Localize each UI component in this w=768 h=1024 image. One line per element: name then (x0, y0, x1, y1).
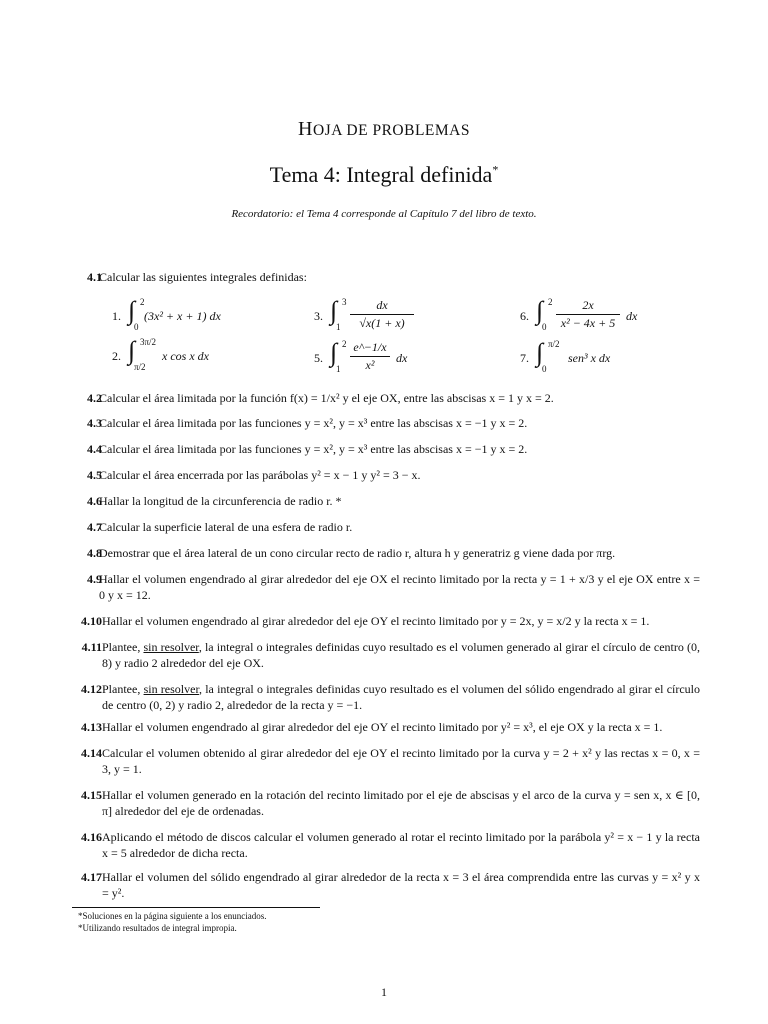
problem-4-7: 4.7 Calcular la superficie lateral de una esfera de radio r. (87, 520, 353, 534)
problem-4-5: 4.5 Calcular el área encerrada por las parábolas y² = x − 1 y y² = 3 − x. (87, 468, 421, 482)
problem-4-2: 4.2 Calcular el área limitada por la función f(x) = 1/x² y el eje OX, entre las abscisas x = 1 y x = 2. (87, 391, 554, 405)
emphasis-sin-resolver: sin resolver (143, 682, 199, 696)
problem-4-4: 4.4 Calcular el área limitada por las funciones y = x², y = x³ entre las abscisas x = −1 y x = 2. (87, 442, 528, 456)
problem-4-6: 4.6 Hallar la longitud de la circunferencia de radio r. * (87, 494, 342, 508)
problem-4-3: 4.3 Calcular el área limitada por las funciones y = x², y = x³ entre las abscisas x = −1 y x = 2. (87, 416, 528, 430)
footnote-1: *Soluciones en la página siguiente a los enunciados. (78, 911, 267, 921)
problem-4-1: 4.1 Calcular las siguientes integrales definidas: (87, 270, 307, 284)
problem-4-12: 4.12 Plantee, sin resolver, la integral o integrales definidas cuyo resultado es el volumen del sólido engendrado al girar el círculo de centro (0, 2) y radio 2, alrededor de la recta y = −1. (81, 682, 701, 712)
reminder-note: Recordatorio: el Tema 4 corresponde al Capítulo 7 del libro de texto. (231, 208, 537, 220)
problem-4-10: 4.10 Hallar el volumen engendrado al girar alrededor del eje OY el recinto limitado por y = 2x, y = x/2 y la recta x = 1. (81, 614, 650, 628)
sheet-title: HOJA DE PROBLEMAS (298, 118, 470, 140)
problem-4-17: 4.17 Hallar el volumen del sólido engendrado al girar alrededor de la recta x = 3 el área comprendida entre las curvas y = x² y x = y². (81, 870, 700, 900)
footnote-2: *Utilizando resultados de integral impropia. (78, 923, 237, 933)
problem-4-9: 4.9 Hallar el volumen engendrado al girar alrededor del eje OX el recinto limitado por la recta y = 1 + x/3 y el eje OX entre x = 0 y x = 12. (87, 572, 700, 602)
problem-4-8: 4.8 Demostrar que el área lateral de un cono circular recto de radio r, altura h y generatriz g viene dada por πrg. (87, 546, 616, 560)
footnote-mark: * (492, 162, 499, 177)
problem-4-14: 4.14 Calcular el volumen obtenido al girar alrededor del eje OY el recinto limitado por la curva y = 2 + x² y las rectas x = 0, x = 3, y = 1. (81, 746, 700, 776)
problem-4-15: 4.15 Hallar el volumen generado en la rotación del recinto limitado por el eje de abscisas y el arco de la curva y = sen x, x ∈ [0, π] alrededor del eje de ordenadas. (81, 788, 700, 818)
topic-title: Tema 4: Integral definida* (269, 162, 499, 187)
problem-4-16: 4.16 Aplicando el método de discos calcular el volumen generado al rotar el recinto limitado por la parábola y² = x − 1 y la recta x = 5 alrededor de dicha recta. (81, 830, 700, 860)
problem-4-13: 4.13 Hallar el volumen engendrado al girar alrededor del eje OY el recinto limitado por y² = x³, el eje OX y la recta x = 1. (81, 720, 663, 734)
emphasis-sin-resolver: sin resolver (143, 640, 199, 654)
page-number: 1 (381, 985, 387, 999)
footnote-rule (72, 907, 320, 908)
problem-4-11: 4.11 Plantee, sin resolver, la integral o integrales definidas cuyo resultado es el volumen generado al girar el círculo de centro (0, 8) y radio 2 alrededor del eje OX. (81, 640, 701, 670)
